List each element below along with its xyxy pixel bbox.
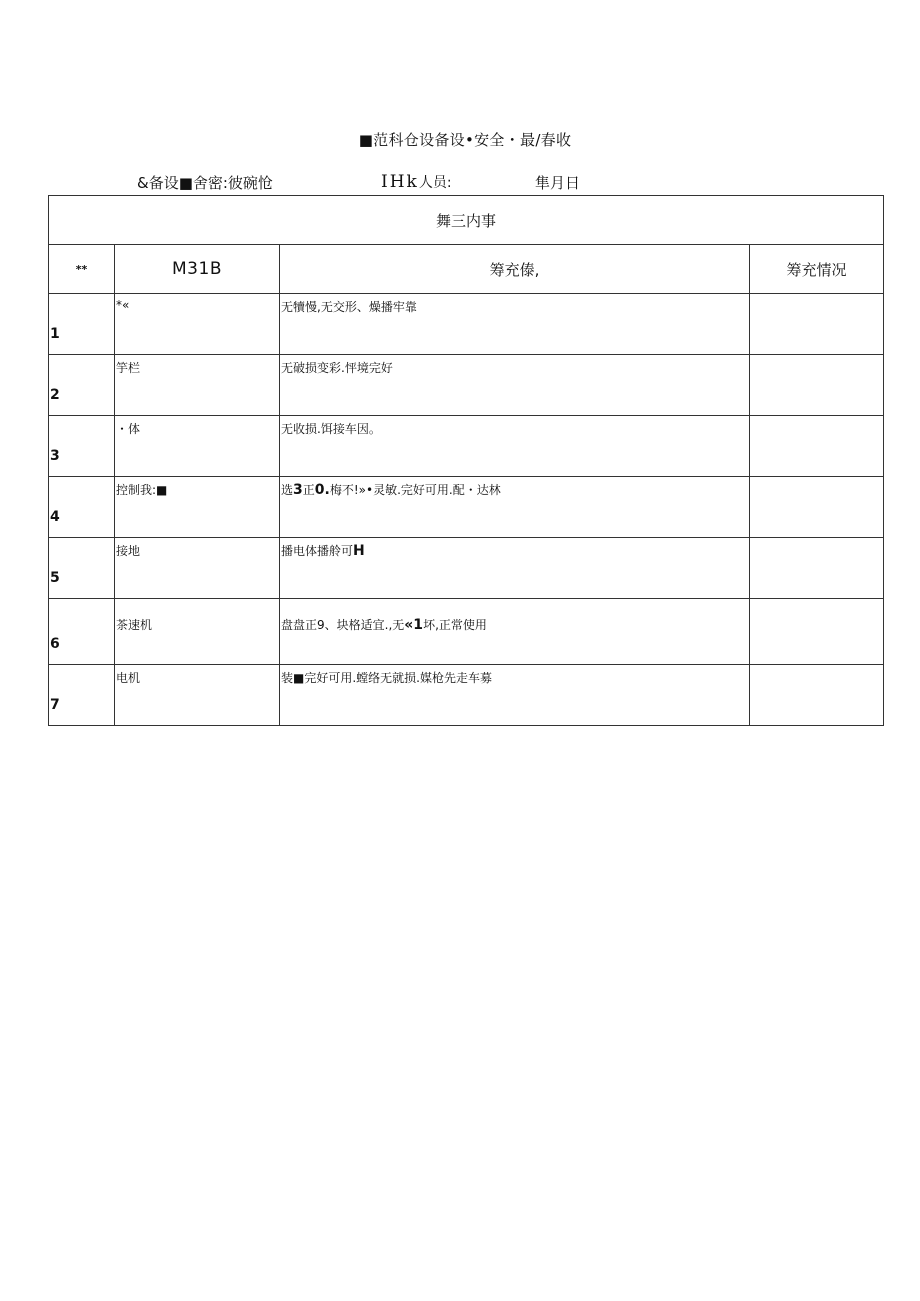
row-no: 4 [49,477,115,538]
meta-date: 隼月日 [535,174,581,192]
row-item: ・体 [115,416,280,477]
table-banner: 舞三内事 [49,196,884,245]
table-row [49,477,884,538]
row-result[interactable] [750,599,884,665]
table-row [49,599,884,665]
meta-inspector-label: 人员: [418,175,452,191]
row-no: 5 [49,538,115,599]
row-standard-part: 梅不!»•灵敏.完好可用.配・达林 [329,483,501,497]
row-standard-part: 播电体播舲可 [281,544,354,558]
row-result[interactable] [750,477,884,538]
row-standard: 装■完好可用.螳络无就损.媒枪先走车募 [280,665,750,726]
row-no: 1 [49,294,115,355]
row-result[interactable] [750,538,884,599]
row-no: 3 [49,416,115,477]
row-result[interactable] [750,416,884,477]
row-standard-part: H [353,543,365,559]
row-result[interactable] [750,355,884,416]
meta-inspector [381,172,452,192]
row-standard-part: 0. [314,482,330,498]
meta-equipment-name: &备设■舍密:彼碗怆 [137,174,273,192]
row-standard-part: «1 [404,617,424,633]
row-item: *« [115,294,280,355]
row-item: 电机 [115,665,280,726]
row-no: 2 [49,355,115,416]
row-no: 6 [49,599,115,665]
row-standard [280,599,750,665]
row-result[interactable] [750,294,884,355]
row-standard-part: 正 [302,483,315,497]
header-no: ** [49,245,115,294]
table-row [49,665,884,726]
row-item: 竽栏 [115,355,280,416]
row-result[interactable] [750,665,884,726]
row-item: 接地 [115,538,280,599]
table-row [49,538,884,599]
header-result: 筹充情况 [750,245,884,294]
table-row [49,416,884,477]
table-banner-row [49,196,884,245]
row-standard-part: 3 [293,482,303,498]
row-standard: 无犢慢,无交形、燥播牢靠 [280,294,750,355]
row-standard [280,477,750,538]
document-title: ■范科仓设备设•安全・最/春收 [358,131,572,149]
row-standard-part: 选 [281,483,294,497]
header-item: M31B [115,245,280,294]
row-standard: 无破损变彩.怦境完好 [280,355,750,416]
table-row [49,294,884,355]
header-standard: 筹充傣, [280,245,750,294]
row-item: 茶速机 [115,599,280,665]
row-standard-part: 坏,正常使用 [423,618,487,632]
row-standard [280,538,750,599]
row-standard: 无收损.饵接车因。 [280,416,750,477]
row-item: 控制我:■ [115,477,280,538]
table-header-row [49,245,884,294]
row-no: 7 [49,665,115,726]
meta-inspector-code: IHk [381,172,419,192]
table-row [49,355,884,416]
row-standard-part: 盘盘正9、块格适宜.,无 [281,618,405,632]
inspection-table [48,195,884,726]
